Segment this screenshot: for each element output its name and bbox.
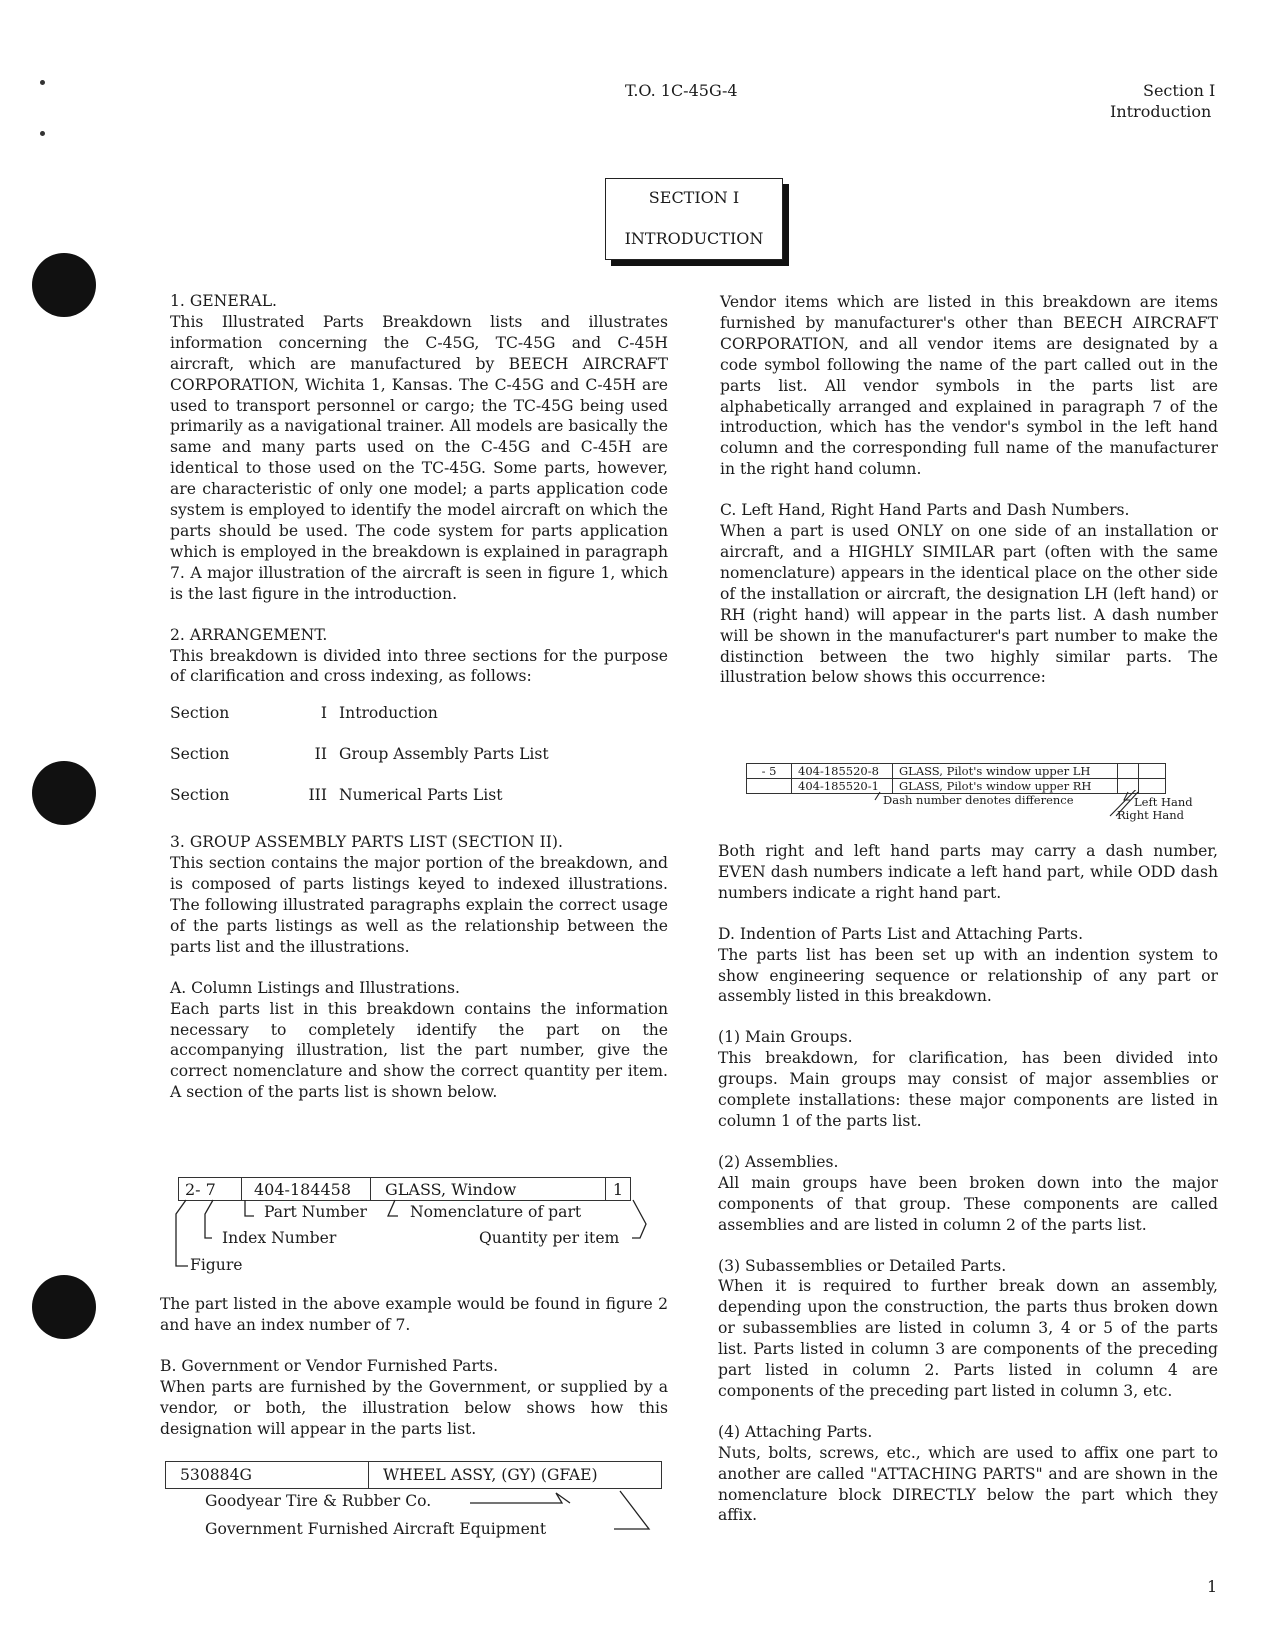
para-attaching: [718, 1422, 1218, 1527]
para-attaching-heading: (4) Attaching Parts.: [718, 1422, 873, 1441]
binder-hole-2: [32, 761, 96, 825]
para-main-groups: [718, 1027, 1218, 1132]
para-dash-body: Both right and left hand parts may carry a dash number, EVEN dash numbers indicate a left hand part, while ODD dash numbers indicate a right hand part.: [718, 842, 1218, 902]
para-general-body: This Illustrated Parts Breakdown lists and illustrates information concerning the C-45G, TC-45G and C-45H aircraft, which are manufactured by BEECH AIRCRAFT CORPORATION, Wichita 1, Kansas. The C-45G and C-45H are used to transport personnel or cargo; the TC-45G being used primarily as a navigational trainer. All models are basically the same and many parts used on the C-45G and C-45H are identical to those used on the TC-45G. Some parts, however, are characteristic of only one model; a parts application code system is employed to identify the model aircraft on which the parts should be used. The code system for parts application which is employed in the breakdown is explained in paragraph 7. A major illustration of the aircraft is seen in figure 1, which is the last figure in the introduction.: [170, 312, 668, 603]
left-column-lower: [160, 1294, 668, 1439]
section-word: Section: [170, 786, 230, 805]
ex2-nomenclature: WHEEL ASSY, (GY) (GFAE): [369, 1462, 662, 1489]
section-title-box: [605, 178, 783, 260]
header-section-label: Section I: [1143, 81, 1216, 100]
example-gov-row: [165, 1461, 662, 1489]
ex1-label-part-number: Part Number: [264, 1203, 367, 1221]
para-indention-body: The parts list has been set up with an indention system to show engineering sequence or relationship of any part or assembly listed in this breakdown.: [718, 945, 1218, 1006]
ex3-part-number: 404-185520-8: [792, 764, 893, 779]
section-title-line2: INTRODUCTION: [624, 229, 764, 248]
section-num: I: [320, 704, 327, 723]
left-column: [170, 291, 668, 1103]
ex1-qty: 1: [606, 1178, 631, 1201]
para-vendor: [720, 292, 1218, 480]
para-assemblies: [718, 1152, 1218, 1236]
ex1-label-figure: Figure: [190, 1256, 243, 1274]
ex1-nomenclature: GLASS, Window: [371, 1178, 606, 1201]
section-title-line1: SECTION I: [648, 188, 740, 207]
ex1-label-qty: Quantity per item: [479, 1229, 620, 1247]
ex3-row: [747, 764, 1166, 779]
para-column-listings-body: Each parts list in this breakdown contains the information necessary to completely identify the part on the accompanying illustration, list the part number, give the correct nomenclature and show the correct quantity per item. A section of the parts list is shown below.: [170, 999, 668, 1102]
ex1-part-number: 404-184458: [242, 1178, 371, 1201]
section-num: II: [314, 745, 327, 764]
ex1-label-nomenclature: Nomenclature of part: [410, 1203, 582, 1221]
para-arrangement-heading: 2. ARRANGEMENT.: [170, 625, 328, 644]
section-name: Group Assembly Parts List: [339, 745, 549, 764]
para-lh-rh-heading: C. Left Hand, Right Hand Parts and Dash Numbers.: [720, 501, 1130, 520]
para-dash: [718, 841, 1218, 904]
section-name: Numerical Parts List: [339, 786, 503, 805]
para-arrangement-body: This breakdown is divided into three sections for the purpose of clarification and cross indexing, as follows:: [170, 646, 668, 686]
para-group-assembly-heading: 3. GROUP ASSEMBLY PARTS LIST (SECTION II).: [170, 833, 563, 852]
para-subassemblies-heading: (3) Subassemblies or Detailed Parts.: [718, 1256, 1007, 1275]
para-column-listings-heading: A. Column Listings and Illustrations.: [170, 978, 461, 997]
para-assemblies-heading: (2) Assemblies.: [718, 1152, 839, 1171]
para-vendor-body: Vendor items which are listed in this breakdown are items furnished by manufacturer's other than BEECH AIRCRAFT CORPORATION, and all vendor items are designated by a code symbol following the name of the part called out in the parts list. All vendor symbols in the parts list are alphabetically arranged and explained in paragraph 7 of the introduction, which has the vendor's symbol in the left hand column and the corresponding full name of the manufacturer in the right hand column.: [720, 293, 1218, 479]
para-main-groups-body: This breakdown, for clarification, has been divided into groups. Main groups may consist of major assemblies or complete installations: these major components are listed in column 1 of the parts list.: [718, 1049, 1218, 1130]
ex3-label-left: Left Hand: [1134, 795, 1193, 809]
para-gov-vendor-heading: B. Government or Vendor Furnished Parts.: [160, 1356, 499, 1375]
ex3-nomenclature: GLASS, Pilot's window upper RH: [893, 779, 1118, 794]
section-word: Section: [170, 745, 230, 764]
ex3-nomenclature: GLASS, Pilot's window upper LH: [893, 764, 1118, 779]
ex3-index: - 5: [747, 764, 792, 779]
para-main-groups-heading: (1) Main Groups.: [718, 1028, 853, 1047]
para-subassemblies: [718, 1256, 1218, 1402]
binder-hole-3: [32, 1275, 96, 1339]
page-number: 1: [1207, 1577, 1218, 1596]
para-general: [170, 291, 668, 605]
header-section-name: Introduction: [1110, 102, 1212, 121]
section-row-1: [170, 703, 668, 744]
para-indention-heading: D. Indention of Parts List and Attaching Parts.: [718, 924, 1084, 943]
right-column-lower: [718, 841, 1218, 1526]
ex1-label-index: Index Number: [222, 1229, 337, 1247]
section-word: Section: [170, 704, 230, 723]
binder-hole-1: [32, 253, 96, 317]
right-column-top: [720, 292, 1218, 688]
ex3-index: [747, 779, 792, 794]
para-assemblies-body: All main groups have been broken down into the major components of that group. These components are called assemblies and are listed in column 2 of the parts list.: [718, 1173, 1218, 1234]
para-gov-vendor: [160, 1356, 668, 1440]
para-general-heading: 1. GENERAL.: [170, 292, 278, 310]
para-column-listings: [170, 978, 668, 1103]
ex3-label-right: Right Hand: [1117, 808, 1185, 822]
binder-dot-top: [40, 80, 45, 85]
para-lh-rh-body: When a part is used ONLY on one side of an installation or aircraft, and a HIGHLY SIMILAR part (often with the same nomenclature) appears in the identical place on the other side of the installation or aircraft, the designation LH (left hand) or RH (right hand) will appear in the parts list. A dash number will be shown in the manufacturer's part number to make the distinction between the two highly similar parts. The illustration below shows this occurrence:: [720, 522, 1218, 687]
section-row-2: [170, 744, 668, 785]
ex1-figure-index: 2- 7: [179, 1178, 242, 1201]
ex3-part-number: 404-185520-1: [792, 779, 893, 794]
ex3-qty-blank: [1118, 764, 1139, 779]
para-group-assembly: [170, 832, 668, 957]
ex3-label-dash: Dash number denotes difference: [883, 793, 1074, 807]
section-num: III: [308, 786, 327, 805]
para-gov-vendor-body: When parts are furnished by the Government, or supplied by a vendor, or both, the illustration below shows how this designation will appear in the parts list.: [160, 1377, 668, 1438]
para-lh-rh: [720, 500, 1218, 688]
para-subassemblies-body: When it is required to further break down an assembly, depending upon the construction, the parts thus broken down or subassemblies are listed in column 3, 4 or 5 of the parts list. Parts listed in column 3 are components of the preceding part listed in column 2. Parts listed in column 4 are components of the preceding part listed in column 3, etc.: [718, 1277, 1218, 1400]
para-after-example-body: The part listed in the above example would be found in figure 2 and have an index number of 7.: [160, 1295, 668, 1334]
binder-dot-top-2: [40, 131, 45, 136]
ex2-label-vendor: Goodyear Tire & Rubber Co.: [205, 1492, 432, 1510]
para-after-example: [160, 1294, 668, 1336]
section-row-3: [170, 785, 668, 826]
to-number: T.O. 1C-45G-4: [625, 81, 738, 100]
ex2-part-number: 530884G: [166, 1462, 369, 1489]
ex2-label-gov: Government Furnished Aircraft Equipment: [205, 1520, 547, 1538]
ex3-blank: [1139, 764, 1166, 779]
para-group-assembly-body: This section contains the major portion of the breakdown, and is composed of parts listings keyed to indexed illustrations. The following illustrated paragraphs explain the correct usage of the parts listings as well as the relationship between the parts list and the illustrations.: [170, 854, 668, 956]
para-attaching-body: Nuts, bolts, screws, etc., which are used to affix one part to another are called "ATTACHING PARTS" and are shown in the nomenclature block DIRECTLY below the part which they affix.: [718, 1443, 1218, 1525]
para-indention: [718, 924, 1218, 1008]
section-name: Introduction: [339, 704, 438, 723]
sections-list: [170, 703, 668, 826]
para-arrangement: [170, 625, 668, 688]
